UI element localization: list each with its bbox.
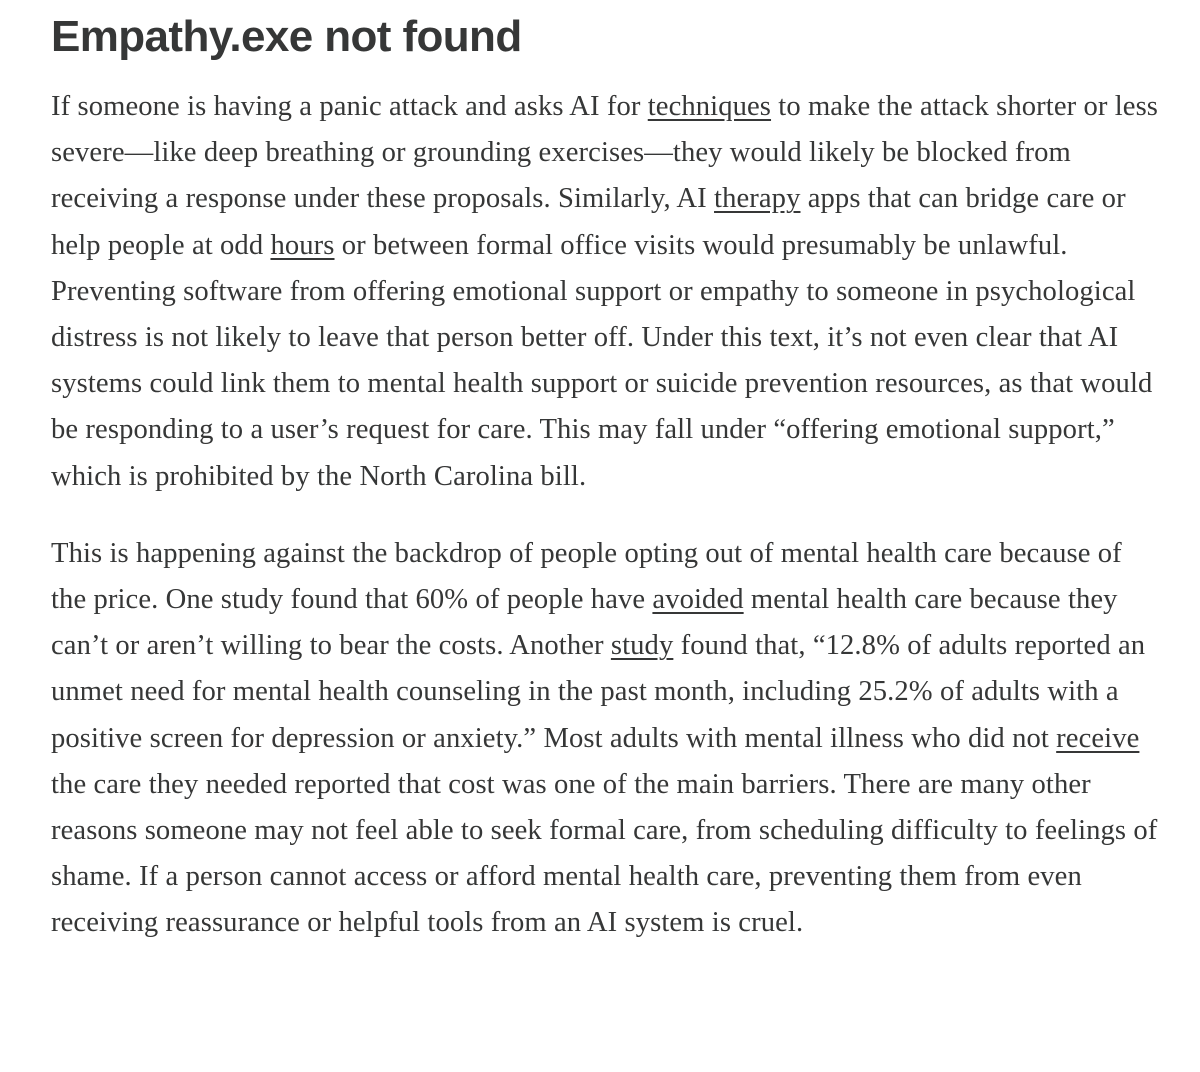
paragraph-text: the care they needed reported that cost was one of the main barriers. There are many other reasons someone may not feel able to seek formal care, from scheduling difficulty to feelings of shame. If a person cannot access or afford mental health care, preventing them from even receiving reassurance or helpful tools from an AI system is cruel. xyxy=(51,768,1158,939)
paragraph-text: to make the attack shorter or less severe—like deep breathing or grounding exercises—they would likely be blocked from receiving a response under these proposals. Similarly, AI xyxy=(51,91,1159,215)
paragraph-text: found that, “12.8% of adults reported an unmet need for mental health counseling in the past month, including 25.2% of adults with a positive screen for depression or anxiety.” Most adults with mental illness who did not xyxy=(51,630,1146,754)
section-heading: Empathy.exe not found xyxy=(51,12,522,61)
paragraph-text: or between formal office visits would presumably be unlawful. Preventing software from offering emotional support or empathy to someone in psychological distress is not likely to leave that person better off. Under this text, it’s not even clear that AI systems could link them to mental health support or suicide prevention resources, as that would be responding to a user’s request for care. This may fall under “offering emotional support,” which is prohibited by the North Carolina bill. xyxy=(51,229,1153,492)
paragraph-text: This is happening against the backdrop of people opting out of mental health care because of the price. One study found that 60% of people have xyxy=(51,537,1122,616)
link-receive[interactable]: receive xyxy=(1056,722,1140,754)
paragraph-text: apps that can bridge care or help people at odd xyxy=(51,183,1126,261)
link-avoided[interactable]: avoided xyxy=(652,584,744,616)
link-study[interactable]: study xyxy=(610,630,674,662)
paragraph-2 xyxy=(51,531,1163,947)
link-therapy[interactable]: therapy xyxy=(714,183,801,215)
paragraph-1 xyxy=(51,84,1163,500)
paragraph-text: If someone is having a panic attack and asks AI for xyxy=(51,91,648,122)
link-techniques[interactable]: techniques xyxy=(647,91,772,122)
paragraph-text: mental health care because they can’t or aren’t willing to bear the costs. Another xyxy=(51,584,1118,662)
article xyxy=(51,8,1163,978)
link-hours[interactable]: hours xyxy=(270,229,335,261)
